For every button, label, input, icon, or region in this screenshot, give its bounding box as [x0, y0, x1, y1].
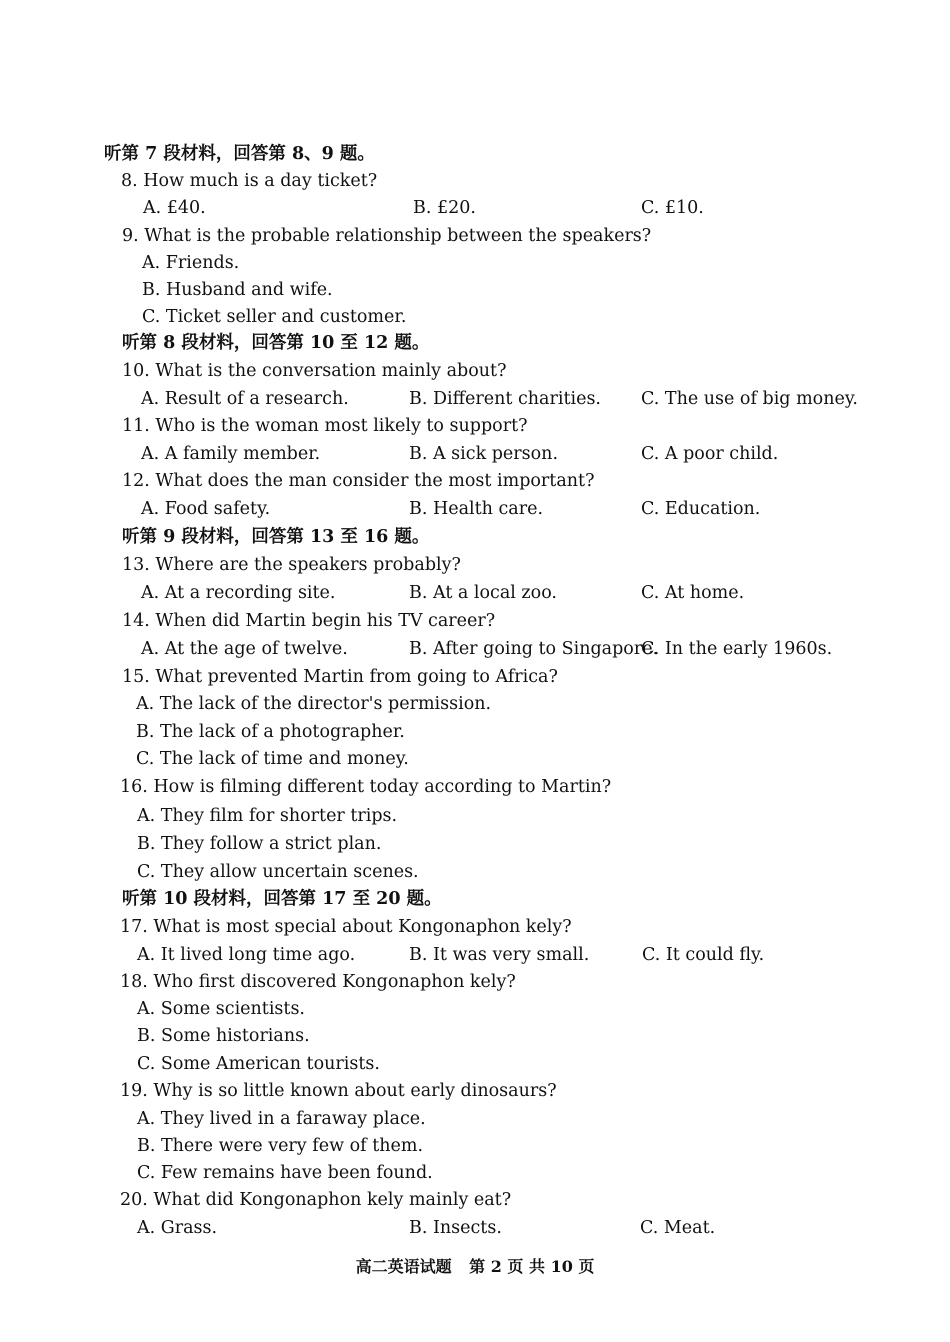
question-stem: 20. What did Kongonaphon kely mainly eat?	[120, 1190, 512, 1210]
option-a: A. Grass.	[137, 1218, 218, 1238]
question-stem: 15. What prevented Martin from going to Africa?	[122, 667, 558, 687]
question-stem: 12. What does the man consider the most important?	[122, 471, 595, 491]
option-c: C. They allow uncertain scenes.	[137, 862, 419, 882]
section-heading: 听第 9 段材料，回答第 13 至 16 题。	[122, 527, 430, 547]
question-stem: 11. Who is the woman most likely to support?	[122, 416, 528, 436]
option-b: B. Different charities.	[409, 389, 601, 409]
option-c: C. A poor child.	[641, 444, 779, 464]
question-stem: 8. How much is a day ticket?	[121, 171, 378, 191]
section-heading: 听第 7 段材料，回答第 8、9 题。	[104, 144, 375, 164]
option-c: C. Few remains have been found.	[137, 1163, 433, 1183]
option-c: C. In the early 1960s.	[641, 639, 833, 659]
question-stem: 14. When did Martin begin his TV career?	[122, 611, 496, 631]
question-stem: 13. Where are the speakers probably?	[122, 555, 461, 575]
option-c: C. At home.	[641, 583, 745, 603]
option-a: A. They lived in a faraway place.	[137, 1109, 426, 1129]
option-b: B. They follow a strict plan.	[137, 834, 382, 854]
option-b: B. At a local zoo.	[409, 583, 557, 603]
page-footer	[0, 1254, 950, 1277]
option-a: A. They film for shorter trips.	[137, 806, 398, 826]
question-stem: 16. How is filming different today according to Martin?	[120, 777, 612, 797]
option-a: A. At the age of twelve.	[141, 639, 348, 659]
option-b: B. It was very small.	[409, 945, 590, 965]
question-stem: 17. What is most special about Kongonaphon kely?	[120, 917, 572, 937]
option-a: A. Food safety.	[141, 499, 271, 519]
option-c: C. The use of big money.	[641, 389, 858, 409]
option-a: A. Some scientists.	[137, 999, 305, 1019]
section-heading: 听第 8 段材料，回答第 10 至 12 题。	[122, 333, 430, 353]
option-c: C. £10.	[641, 198, 704, 218]
option-b: B. After going to Singapore.	[409, 639, 659, 659]
option-a: A. A family member.	[141, 444, 321, 464]
option-c: C. Meat.	[640, 1218, 716, 1238]
question-stem: 9. What is the probable relationship between the speakers?	[122, 226, 652, 246]
option-b: B. Health care.	[409, 499, 544, 519]
option-b: B. The lack of a photographer.	[136, 722, 405, 742]
option-c: C. It could fly.	[642, 945, 765, 965]
option-a: A. It lived long time ago.	[137, 945, 356, 965]
section-heading: 听第 10 段材料，回答第 17 至 20 题。	[122, 889, 442, 909]
option-a: A. £40.	[143, 198, 206, 218]
option-b: B. Husband and wife.	[142, 280, 333, 300]
option-c: C. Education.	[641, 499, 761, 519]
option-b: B. A sick person.	[409, 444, 559, 464]
question-stem: 19. Why is so little known about early dinosaurs?	[120, 1081, 557, 1101]
option-a: A. The lack of the director's permission.	[136, 694, 492, 714]
option-a: A. Result of a research.	[141, 389, 349, 409]
page-number: 第 2 页 共 10 页	[469, 1257, 595, 1276]
footer-title: 高二英语试题	[355, 1257, 452, 1276]
option-c: C. Ticket seller and customer.	[142, 307, 407, 327]
option-b: B. £20.	[413, 198, 476, 218]
option-b: B. There were very few of them.	[137, 1136, 424, 1156]
question-stem: 18. Who first discovered Kongonaphon kely?	[120, 972, 516, 992]
option-a: A. Friends.	[142, 253, 240, 273]
option-a: A. At a recording site.	[141, 583, 336, 603]
option-b: B. Insects.	[409, 1218, 502, 1238]
option-c: C. Some American tourists.	[137, 1054, 380, 1074]
question-stem: 10. What is the conversation mainly about?	[122, 361, 507, 381]
option-c: C. The lack of time and money.	[136, 749, 409, 769]
option-b: B. Some historians.	[137, 1026, 310, 1046]
